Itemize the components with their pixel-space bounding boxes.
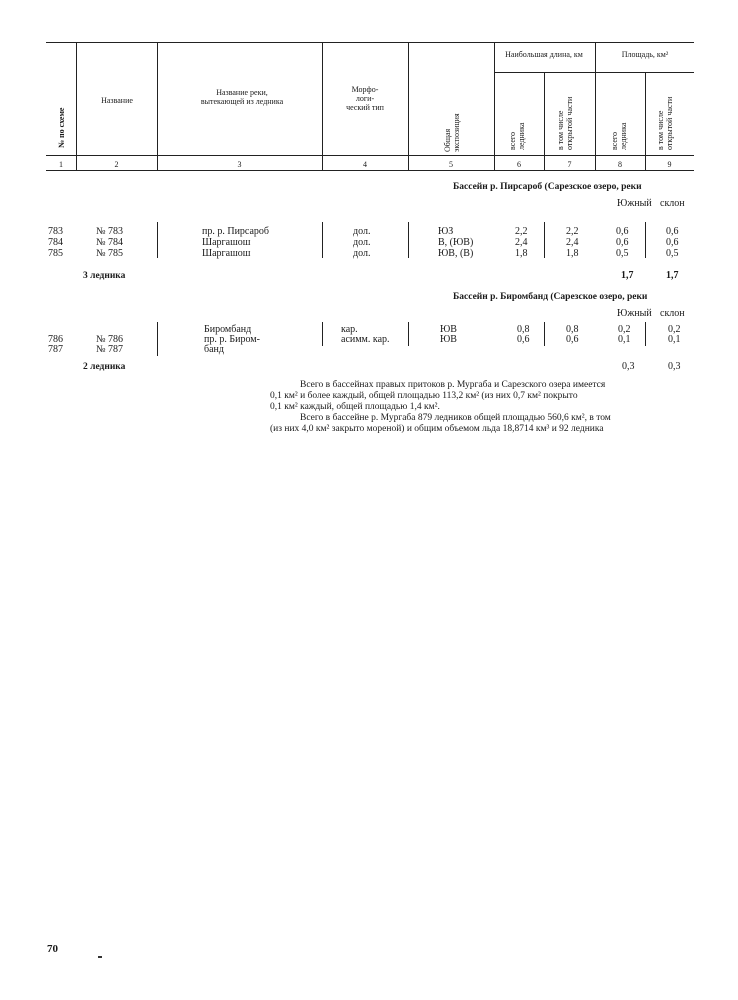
header-name: Название: [101, 96, 133, 105]
length-open: 0,8: [566, 324, 579, 335]
total-label: 2 ледника: [83, 362, 126, 372]
area-total: 0,5: [616, 248, 629, 259]
row-tick: [645, 322, 646, 346]
row-number: 784: [48, 237, 63, 248]
morph-type: кар.: [341, 324, 358, 335]
length-total: 2,4: [515, 237, 528, 248]
col-number-5: 5: [449, 160, 453, 169]
summary-line: (из них 4,0 км² закрыто мореной) и общим объемом льда 18,8714 км³ и 92 ледника: [270, 424, 604, 434]
col-divider-4: [408, 42, 409, 170]
glacier-name: № 784: [96, 237, 124, 248]
col-divider-2: [157, 42, 158, 170]
length-open: 1,8: [566, 248, 579, 259]
total-label: 3 ледника: [83, 271, 126, 281]
summary-line: 0,1 км² и более каждый, общей площадью 113,2 км² (из них 0,7 км² покрыто: [270, 391, 578, 401]
table-row: [0, 249, 738, 260]
area-total: 0,6: [616, 226, 629, 237]
col-divider-5: [494, 42, 495, 170]
col-divider-6: [544, 72, 545, 170]
row-number: 786: [48, 334, 63, 345]
col-divider-1: [76, 42, 77, 170]
col-number-7: 7: [567, 160, 572, 169]
slope-label-side: склон: [660, 198, 685, 209]
exposure: ЮВ: [440, 324, 457, 335]
area-open: 0,5: [666, 248, 679, 259]
header-scheme-number: № по схеме: [57, 107, 66, 148]
area-open: 0,1: [668, 334, 681, 345]
length-total: 1,8: [515, 248, 528, 259]
row-tick: [544, 322, 545, 346]
header-morph-type: Морфо- логи- ческий тип: [346, 85, 384, 112]
slope-label-south: Южный: [617, 308, 652, 319]
summary-line: 0,1 км² каждый, общей площадью 1,4 км².: [270, 402, 440, 412]
header-area-total: всего ледника: [610, 122, 628, 150]
header-river-name: Название реки, вытекающей из ледника: [200, 88, 284, 106]
summary-line: Всего в бассейнах правых притоков р. Мургаба и Сарезского озера имеется: [300, 380, 606, 390]
col-number-1: 1: [59, 160, 63, 169]
row-number: 783: [48, 226, 63, 237]
morph-type: дол.: [353, 237, 371, 248]
exposure: ЮЗ: [438, 226, 454, 237]
length-total: 0,6: [517, 334, 530, 345]
area-open: 0,2: [668, 324, 681, 335]
area-total: 0,2: [618, 324, 631, 335]
colnum-bottom-rule: [46, 170, 694, 171]
header-max-length: Наибольшая длина, км: [505, 50, 583, 59]
length-open: 2,2: [566, 226, 579, 237]
exposure: ЮВ: [440, 334, 457, 345]
morph-type: асимм. кар.: [341, 334, 390, 345]
exposure: В, (ЮВ): [438, 237, 474, 248]
print-mark: [98, 956, 102, 958]
col-divider-8: [645, 72, 646, 170]
river-name: Шаргашош: [202, 248, 251, 259]
river-name: Шаргашош: [202, 237, 251, 248]
total-area-open: 1,7: [666, 270, 679, 281]
exposure: ЮВ, (В): [438, 248, 474, 259]
table-top-rule: [46, 42, 694, 43]
col-number-4: 4: [363, 160, 367, 169]
area-open: 0,6: [666, 237, 679, 248]
morph-type: дол.: [353, 226, 371, 237]
col-number-3: 3: [237, 160, 242, 169]
section-title-pirsarob: Бассейн р. Пирсароб (Сарезское озеро, реки: [453, 182, 642, 192]
header-length-total: всего ледника: [508, 122, 526, 150]
glacier-name: № 786: [96, 334, 124, 345]
river-name: пр. р. Пирсароб: [202, 226, 270, 237]
river-name: Биромбанд: [204, 324, 252, 335]
col-number-2: 2: [114, 160, 119, 169]
river-name: пр. р. Биром-: [204, 334, 260, 345]
area-open: 0,6: [666, 226, 679, 237]
col-divider-7: [595, 42, 596, 170]
river-name: банд: [204, 344, 224, 355]
row-number: 785: [48, 248, 63, 259]
header-exposure: Общая экспозиция: [443, 113, 461, 152]
length-total: 0,8: [517, 324, 530, 335]
total-area-open: 0,3: [668, 361, 681, 372]
glacier-name: № 787: [96, 344, 124, 355]
length-group-rule: [494, 72, 694, 73]
morph-type: дол.: [353, 248, 371, 259]
slope-label-south: Южный: [617, 198, 652, 209]
length-open: 0,6: [566, 334, 579, 345]
length-open: 2,4: [566, 237, 579, 248]
col-number-6: 6: [517, 160, 521, 169]
col-number-9: 9: [667, 160, 672, 169]
slope-label-side: склон: [660, 308, 685, 319]
total-area: 0,3: [622, 361, 635, 372]
page-number: 70: [47, 943, 58, 955]
row-tick: [157, 322, 158, 356]
summary-line: Всего в бассейне р. Мургаба 879 ледников общей площадью 560,6 км², в том: [300, 413, 611, 423]
row-tick: [322, 322, 323, 346]
row-tick: [408, 322, 409, 346]
length-total: 2,2: [515, 226, 528, 237]
header-area: Площадь, км²: [621, 50, 669, 59]
area-total: 0,6: [616, 237, 629, 248]
section-title-biromband: Бассейн р. Биромбанд (Сарезское озеро, реки: [453, 292, 648, 302]
area-total: 0,1: [618, 334, 631, 345]
col-divider-3: [322, 42, 323, 170]
col-number-8: 8: [618, 160, 622, 169]
header-area-open: в том числе открытой части: [656, 96, 674, 150]
total-area: 1,7: [621, 270, 634, 281]
row-number: 787: [48, 344, 63, 355]
header-length-open: в том числе открытой части: [556, 96, 574, 150]
header-bottom-rule: [46, 155, 694, 156]
glacier-name: № 785: [96, 248, 124, 259]
glacier-name: № 783: [96, 226, 124, 237]
